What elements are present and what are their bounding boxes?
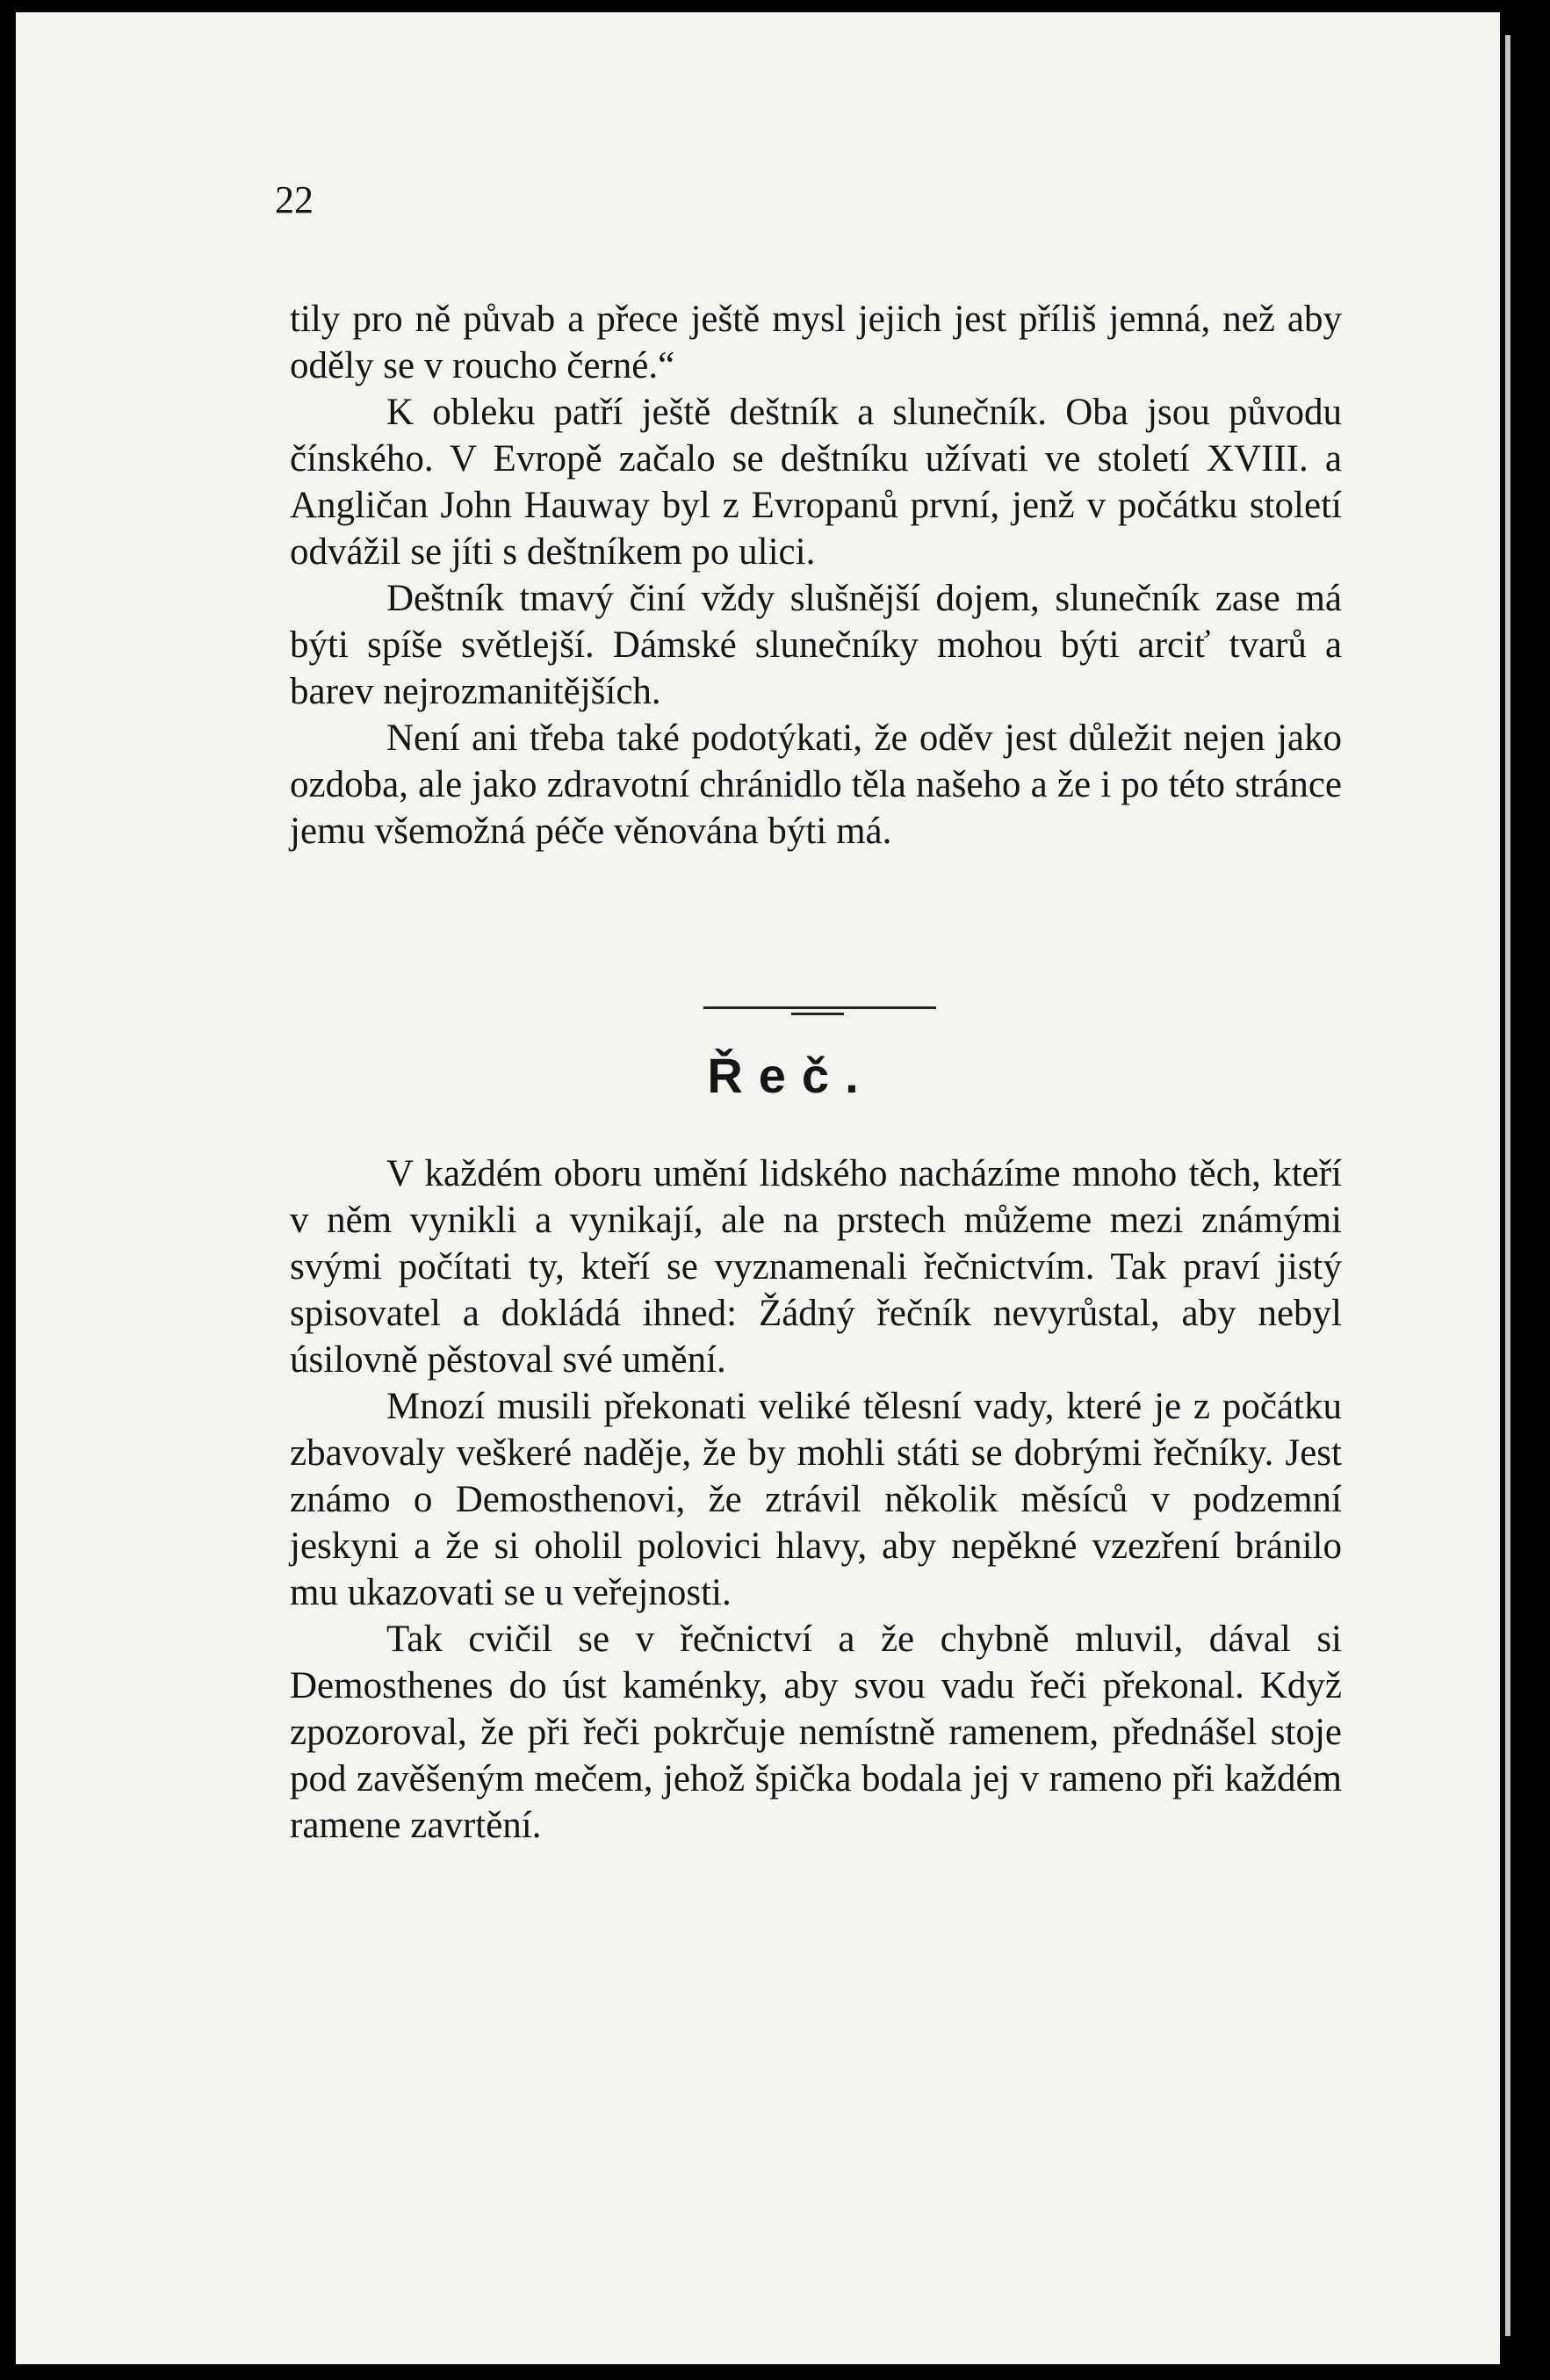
section-title: Řeč. bbox=[707, 1048, 875, 1103]
page-number: 22 bbox=[275, 178, 314, 221]
paragraph: tily pro ně půvab a přece ještě mysl jejich jest příliš jemná, než aby oděly se v roucho černé.“ bbox=[290, 299, 1342, 386]
paragraph: K obleku patří ještě deštník a slunečník. Oba jsou původu čínského. V Evropě začalo se deštníku užívati ve století XVIII. a Angličan John Hauway byl z Evropanů první, jenž v počátku století odvážil se jíti s deštníkem po ulici. bbox=[290, 392, 1342, 573]
text-block-top bbox=[290, 296, 1342, 855]
paragraph: Deštník tmavý činí vždy slušnější dojem, slunečník zase má býti spíše světlejší. Dámské slunečníky mohou býti arciť tvarů a barev nejrozmanitějších. bbox=[290, 578, 1342, 712]
book-page bbox=[16, 12, 1500, 2364]
page-edge-line bbox=[1505, 35, 1510, 2336]
paragraph: V každém oboru umění lidského nacházíme mnoho těch, kteří v něm vynikli a vynikají, ale na prstech můžeme mezi známými svými počítati ty, kteří se vyznamenali řečnictvím. Tak praví jistý spisovatel a dokládá ihned: Žádný řečník nevyrůstal, aby nebyl úsilovně pěstoval své umění. bbox=[290, 1153, 1342, 1381]
text-block-bottom bbox=[290, 1150, 1342, 1849]
paragraph: Není ani třeba také podotýkati, že oděv jest důležit nejen jako ozdoba, ale jako zdravotní chránidlo těla našeho a že i po této stránce jemu všemožná péče věnována býti má. bbox=[290, 718, 1342, 852]
paragraph: Tak cvičil se v řečnictví a že chybně mluvil, dával si Demosthenes do úst kaménky, aby svou vadu řeči překonal. Když zpozoroval, že při řeči pokrčuje nemístně ramenem, přednášel stoje pod zavěšeným mečem, jehož špička bodala jej v rameno při každém ramene zavrtění. bbox=[290, 1619, 1342, 1846]
paragraph: Mnozí musili překonati veliké tělesní vady, které je z počátku zbavovaly veškeré naděje, že by mohli státi se dobrými řečníky. Jest známo o Demosthenovi, že ztrávil několik měsíců v podzemní jeskyni a že si oholil polovici hlavy, aby nepěkné vzezření bránilo mu ukazovati se u veřejnosti. bbox=[290, 1386, 1342, 1613]
section-separator bbox=[703, 1006, 936, 1009]
